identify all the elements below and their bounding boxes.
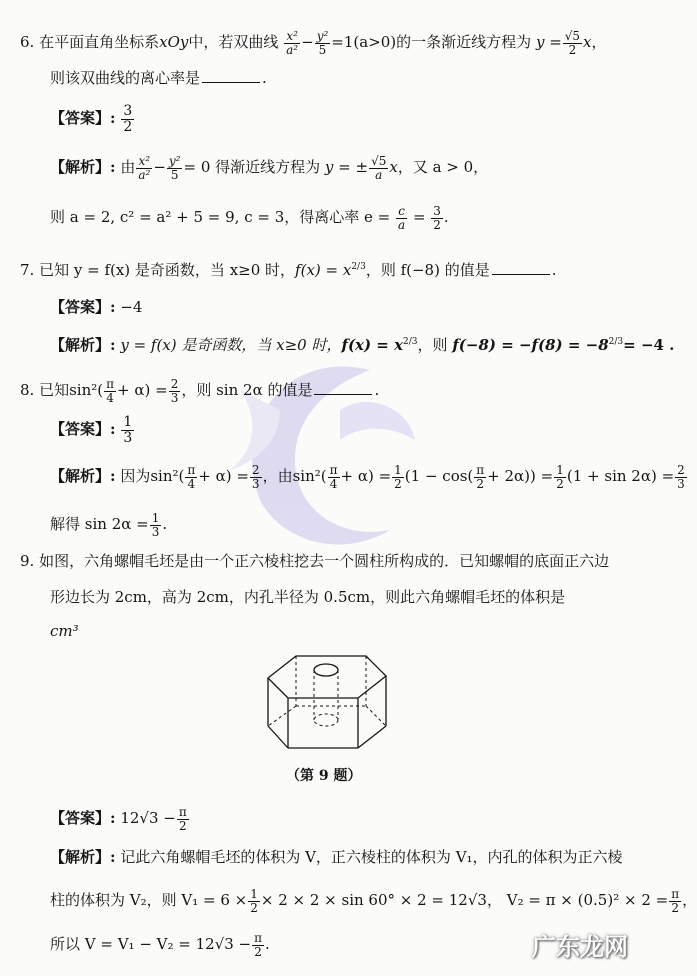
q8-solve: 解得 sin 2α = $\frac{1}{3}$ . — [50, 511, 168, 539]
q9-unit: cm³ — [50, 622, 79, 640]
q9-line2: 形边长为 2cm，高为 2cm，内孔半径为 0.5cm，则此六角螺帽毛坯的体积是 — [50, 588, 566, 606]
q6-line1: 6. 在平面直角坐标系xOy中，若双曲线 $\frac{\text{x²}}{\text{a²}}$ − $\frac{\text{y²}}{5}$ =1(a>0)的一条渐近线方程为 y = $\frac{√5}{2}$ x， — [20, 29, 607, 57]
watermark-logo-icon — [200, 330, 440, 570]
q7-line1: 7. 已知 y = f(x) 是奇函数，当 x≥0 时，$f(x) = x^{2/3}$，则 f(−8) 的值是 . — [20, 261, 557, 279]
q9-explanation: 【解析】: 记此六角螺帽毛坯的体积为 V，正六棱柱的体积为 V₁，内孔的体积为正六棱 — [50, 848, 623, 866]
site-logo — [498, 928, 636, 970]
figure-caption: （第 9 题） — [286, 768, 362, 784]
answer-blank — [314, 382, 372, 395]
answer-blank — [492, 262, 550, 275]
site-logo-text: 广东龙网 — [532, 933, 628, 961]
q7-answer: 【答案】: −4 — [50, 298, 143, 316]
q9-explanation-3: 所以 V = V₁ − V₂ = 12√3 − $\frac{\pi}{2}$ . — [50, 931, 270, 959]
q9-answer: 【答案】: 12√3 − $\frac{\pi}{2}$ — [50, 805, 187, 833]
answer-blank — [202, 70, 260, 83]
q6-explanation: 【解析】: 由 $\frac{\text{x²}}{\text{a²}}$ − $\frac{\text{y²}}{5}$ = 0 得渐近线方程为 y = ± $\frac{√5}{a}$ x，又 a > 0， — [50, 154, 489, 182]
q9-explanation-2: 柱的体积为 V₂，则 V₁ = 6 × $\frac{1}{2}$ × 2 × 2 × sin 60° × 2 = 12√3， V₂ = π × (0.5)² × 2 = $\frac{\pi}{2}$ ， — [50, 887, 697, 915]
q6-line2: 则该双曲线的离心率是 . — [50, 69, 267, 87]
hex-nut-figure — [248, 648, 398, 760]
q8-line1: 8. 已知sin²( $\frac{\pi}{4}$ + α) = $\frac{2}{3}$ ，则 sin 2α 的值是 . — [20, 377, 380, 405]
q6-answer: 【答案】: $\frac{3}{2}$ — [50, 103, 133, 135]
q7-explanation: 【解析】: y = f(x) 是奇函数，当 x≥0 时，$f(x) = x^{2/3}$，则 $f(-8) = -f(8) = -8^{2/3}= -4$ . — [50, 336, 675, 354]
q8-answer: 【答案】: $\frac{1}{3}$ — [50, 414, 133, 446]
q6-explanation-2: 则 a = 2, c² = a² + 5 = 9, c = 3，得离心率 e = $\frac{c}{a}$ = $\frac{3}{2}$ . — [50, 204, 449, 232]
q9-line1: 9. 如图，六角螺帽毛坯是由一个正六棱柱挖去一个圆柱所构成的．已知螺帽的底面正六边 — [20, 552, 610, 570]
q8-explanation: 【解析】: 因为sin²( $\frac{\pi}{4}$ + α) = $\frac{2}{3}$ ，由sin²( $\frac{\pi}{4}$ + α) = $\frac{1}{2}$ (1 − cos( $\frac{\pi}{2}$ + 2α)) = $\frac{1}{2}$ (1 + sin 2α) = $\frac{2}{3}$ — [50, 463, 685, 491]
